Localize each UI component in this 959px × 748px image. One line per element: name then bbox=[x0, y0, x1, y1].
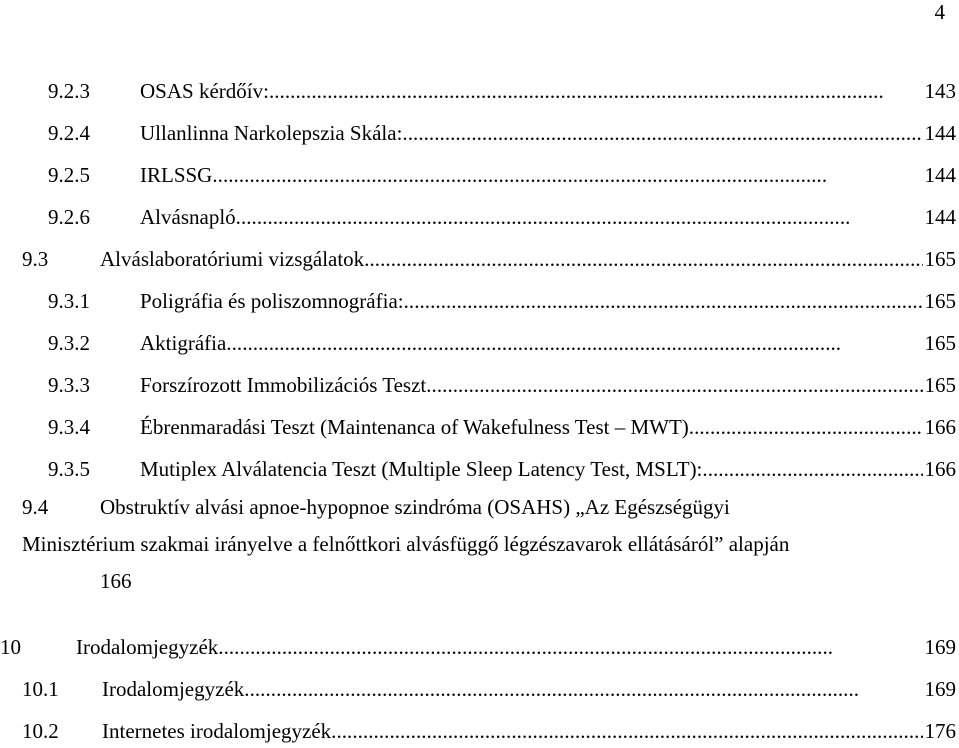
toc-entry-title: Ébrenmaradási Teszt (Maintenanca of Wakefulness Test – MWT) bbox=[140, 415, 689, 439]
toc-leader-dots bbox=[404, 287, 923, 315]
toc-entry-number: 9.3.5 bbox=[48, 457, 90, 481]
toc-entry-number: 9.3 bbox=[22, 247, 49, 271]
toc-entry[interactable] bbox=[48, 287, 956, 315]
toc-entry-page: 144 bbox=[924, 121, 956, 145]
toc-leader-dots bbox=[244, 675, 922, 703]
toc-entry-title: Mutiplex Alválatencia Teszt (Multiple Sleep Latency Test, MSLT): bbox=[140, 457, 703, 481]
toc-leader-dots bbox=[226, 329, 922, 357]
toc-entry-page: 166 bbox=[924, 457, 956, 481]
toc-entry-title: Forszírozott Immobilizációs Teszt bbox=[140, 373, 427, 397]
toc-entry-title-line2: Minisztérium szakmai irányelve a felnőttkori alvásfüggő légzészavarok ellátásáról” alapján bbox=[22, 532, 790, 556]
toc-entry-title: OSAS kérdőív: bbox=[140, 79, 269, 103]
toc-entry-number: 9.2.6 bbox=[48, 205, 90, 229]
toc-entry-number: 9.2.4 bbox=[48, 121, 90, 145]
toc-entry-wrapped-line2[interactable] bbox=[22, 526, 952, 563]
toc-entry-number: 10.1 bbox=[22, 677, 59, 701]
toc-entry-number: 9.2.3 bbox=[48, 79, 90, 103]
toc-entry[interactable] bbox=[22, 675, 956, 703]
toc-entry[interactable] bbox=[22, 245, 956, 273]
toc-entry-page: 166 bbox=[100, 569, 132, 593]
toc-entry[interactable] bbox=[22, 717, 956, 745]
toc-leader-dots bbox=[364, 245, 922, 273]
toc-leader-dots bbox=[331, 717, 922, 745]
toc-entry-title: IRLSSG bbox=[140, 163, 213, 187]
toc-entry[interactable] bbox=[48, 77, 956, 105]
toc-entry-page: 169 bbox=[924, 635, 956, 659]
toc-entry-page: 144 bbox=[924, 163, 956, 187]
toc-entry-page: 165 bbox=[924, 247, 956, 271]
toc-entry-title: Aktigráfia bbox=[140, 331, 227, 355]
toc-entry-title: Irodalomjegyzék bbox=[76, 635, 219, 659]
toc-entry-wrapped[interactable] bbox=[22, 489, 952, 526]
toc-leader-dots bbox=[236, 203, 923, 231]
toc-entry-title: Internetes irodalomjegyzék bbox=[102, 719, 332, 743]
toc-entry-wrapped-page-line[interactable] bbox=[100, 563, 959, 600]
toc-entry[interactable] bbox=[48, 413, 956, 441]
toc-entry-number: 9.3.3 bbox=[48, 373, 90, 397]
toc-entry-title-line1: Obstruktív alvási apnoe-hypopnoe szindróma (OSAHS) „Az Egészségügyi bbox=[100, 495, 730, 519]
toc-entry-page: 144 bbox=[924, 205, 956, 229]
toc-entry-title: Poligráfia és poliszomnográfia: bbox=[140, 289, 404, 313]
toc-entry-number: 10 bbox=[0, 635, 21, 659]
toc-entry-page: 165 bbox=[924, 331, 956, 355]
toc-entry-page: 166 bbox=[924, 415, 956, 439]
toc-leader-dots bbox=[689, 413, 923, 441]
toc-entry-title: Ullanlinna Narkolepszia Skála: bbox=[140, 121, 403, 145]
page-number: 4 bbox=[934, 0, 945, 24]
toc-entry-page: 176 bbox=[924, 719, 956, 743]
toc-entry-number: 9.3.4 bbox=[48, 415, 90, 439]
toc-leader-dots bbox=[702, 455, 922, 483]
toc-leader-dots bbox=[269, 77, 923, 105]
toc-entry[interactable] bbox=[48, 371, 956, 399]
toc-entry[interactable] bbox=[0, 633, 956, 661]
toc-entry[interactable] bbox=[48, 329, 956, 357]
toc-leader-dots bbox=[218, 633, 922, 661]
toc-entry-number: 9.3.2 bbox=[48, 331, 90, 355]
toc-entry-title: Alvásnapló bbox=[140, 205, 236, 229]
toc-entry-title: Alváslaboratóriumi vizsgálatok bbox=[100, 247, 365, 271]
toc-leader-dots bbox=[402, 119, 922, 147]
toc-entry-title: Irodalomjegyzék bbox=[102, 677, 245, 701]
toc-entry-number: 9.2.5 bbox=[48, 163, 90, 187]
toc-entry-page: 165 bbox=[924, 289, 956, 313]
toc-entry-number: 9.4 bbox=[22, 495, 49, 519]
toc-entry-number: 10.2 bbox=[22, 719, 59, 743]
toc-entry-page: 143 bbox=[924, 79, 956, 103]
toc-entry[interactable] bbox=[48, 161, 956, 189]
toc-leader-dots bbox=[212, 161, 922, 189]
toc-entry[interactable] bbox=[48, 203, 956, 231]
toc-entry-number: 9.3.1 bbox=[48, 289, 90, 313]
toc-entry[interactable] bbox=[48, 455, 956, 483]
toc-leader-dots bbox=[426, 371, 922, 399]
toc-entry-page: 165 bbox=[924, 373, 956, 397]
toc-entry-page: 169 bbox=[924, 677, 956, 701]
toc-entry[interactable] bbox=[48, 119, 956, 147]
